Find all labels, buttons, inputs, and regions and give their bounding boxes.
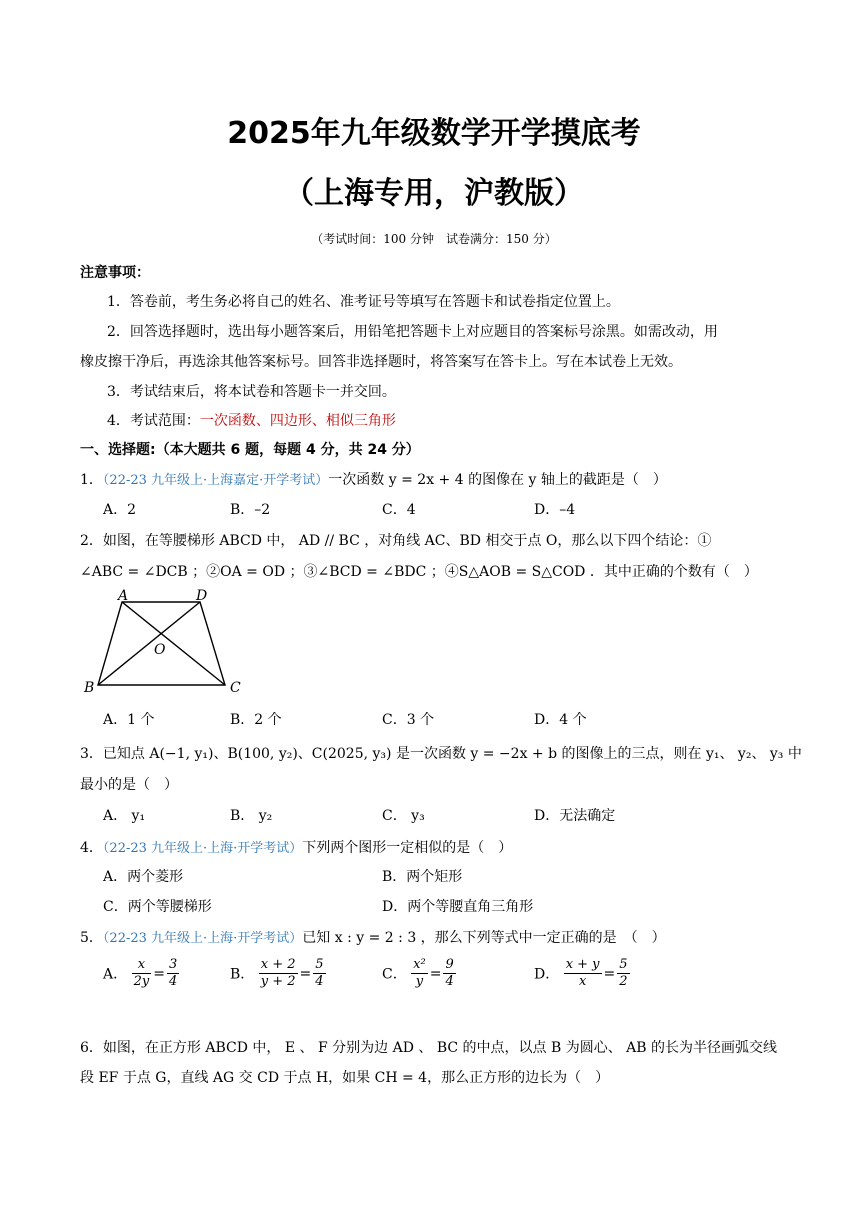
trapezoid-figure	[80, 588, 250, 700]
option-c: C．4	[382, 502, 416, 518]
question-number: 5．	[80, 930, 103, 946]
option-c: C． y₃	[382, 808, 425, 824]
page-title: 2025年九年级数学开学摸底考	[227, 116, 641, 151]
question-4	[80, 837, 512, 857]
fraction-lhs: $\frac{x + y}{x}$	[565, 957, 600, 989]
notes-heading: 注意事项：	[80, 265, 150, 281]
page-subtitle: （上海专用，沪教版）	[284, 176, 584, 211]
label-o: O	[154, 642, 166, 658]
question-6-line-2: 段 EF 于点 G，直线 AG 交 CD 于点 H，如果 CH = 4，那么正方形的边长为（ ）	[80, 1070, 610, 1086]
fraction-rhs: $\frac{5}{2}$	[619, 957, 628, 989]
question-5	[80, 927, 666, 947]
note-item: 1．答卷前，考生务必将自己的姓名、准考证号等填写在答题卡和试卷指定位置上。	[107, 294, 620, 310]
question-source: （22-23 九年级上·上海嘉定·开学考试）	[102, 473, 329, 488]
option-d: D．两个等腰直角三角形	[382, 899, 534, 915]
option-a: A．2	[103, 502, 137, 518]
option-label: D．	[534, 966, 560, 983]
option-c: C． $\frac{\text{x²}}{y}$ = $\frac{9}{4}$	[382, 957, 454, 989]
section-heading: 一、选择题:（本大题共 6 题，每题 4 分，共 24 分）	[80, 442, 420, 458]
question-text: 已知 x : y = 2 : 3 ，那么下列等式中一定正确的是 （ ）	[302, 930, 666, 946]
fraction-rhs: $\frac{3}{4}$	[168, 957, 178, 989]
question-source: （22-23 九年级上·上海·开学考试）	[102, 931, 303, 946]
option-d: D． $\frac{x + y}{x}$ = $\frac{5}{2}$	[534, 957, 628, 989]
fraction-rhs: $\frac{5}{4}$	[315, 957, 324, 989]
option-a: A． y₁	[103, 808, 146, 824]
option-d: D．4 个	[534, 712, 587, 728]
option-a: A．1 个	[103, 712, 155, 728]
option-a: A． $\frac{x}{2y}$ = $\frac{3}{4}$	[103, 957, 178, 989]
option-label: B．	[230, 966, 255, 983]
option-b: B． $\frac{x + 2}{y + 2}$ = $\frac{5}{4}$	[230, 957, 324, 989]
note-item: 3．考试结束后，将本试卷和答题卡一并交回。	[107, 384, 396, 400]
question-text: 一次函数 y = 2x + 4 的图像在 y 轴上的截距是（ ）	[328, 472, 667, 488]
option-b: B．–2	[230, 502, 271, 518]
option-b: B．两个矩形	[382, 869, 463, 885]
option-d: D．–4	[534, 502, 576, 518]
fraction-lhs: $\frac{\text{x²}}{y}$	[413, 957, 426, 989]
fraction-lhs: $\frac{x}{2y}$	[133, 957, 150, 989]
fraction-rhs: $\frac{9}{4}$	[445, 957, 454, 989]
question-2-line-2: ∠ABC = ∠DCB ；②OA = OD ；③∠BCD = ∠BDC ；④S△AOB = S△COD ．其中正确的个数有（ ）	[80, 564, 758, 580]
option-c: C．两个等腰梯形	[103, 899, 212, 915]
option-d: D．无法确定	[534, 808, 616, 824]
diagonal-ac	[122, 602, 225, 685]
option-a: A．两个菱形	[103, 869, 184, 885]
option-label: C．	[382, 966, 407, 983]
question-source: （22-23 九年级上·上海·开学考试）	[102, 841, 303, 856]
scope-value: 一次函数、四边形、相似三角形	[199, 413, 396, 429]
question-6-line-1: 6．如图，在正方形 ABCD 中， E 、 F 分别为边 AD 、 BC 的中点，以点 B 为圆心、 AB 的长为半径画弧交线	[80, 1040, 778, 1056]
label-a: A	[118, 588, 129, 604]
note-item: 橡皮擦干净后，再选涂其他答案标号。回答非选择题时，将答案写在答卡上。写在本试卷上无效。	[80, 354, 682, 370]
question-3-line-2: 最小的是（ ）	[80, 777, 178, 793]
label-d: D	[196, 588, 208, 604]
question-3-line-1: 3．已知点 A(−1, y₁)、B(100, y₂)、C(2025, y₃) 是一次函数 y = −2x + b 的图像上的三点，则在 y₁、 y₂、 y₃ 中	[80, 746, 802, 762]
option-b: B． y₂	[230, 808, 273, 824]
fraction-lhs: $\frac{x + 2}{y + 2}$	[260, 957, 296, 989]
diagonal-bd	[98, 602, 200, 685]
question-text: 下列两个图形一定相似的是（ ）	[302, 840, 513, 856]
note-item-scope	[107, 410, 396, 430]
option-c: C．3 个	[382, 712, 435, 728]
scope-label: 4．考试范围：	[107, 413, 200, 429]
question-1	[80, 469, 667, 489]
option-b: B．2 个	[230, 712, 282, 728]
question-number: 4．	[80, 840, 103, 856]
question-2-line-1: 2．如图，在等腰梯形 ABCD 中， AD // BC ，对角线 AC、BD 相交于点 O，那么以下四个结论：①	[80, 533, 712, 549]
note-item: 2．回答选择题时，选出每小题答案后，用铅笔把答题卡上对应题目的答案标号涂黑。如需改动，用	[107, 324, 718, 340]
question-number: 1．	[80, 472, 103, 488]
option-label: A．	[103, 966, 128, 983]
exam-info: （考试时间：100 分钟 试卷满分：150 分）	[311, 232, 557, 246]
label-c: C	[230, 680, 241, 696]
label-b: B	[84, 680, 95, 696]
